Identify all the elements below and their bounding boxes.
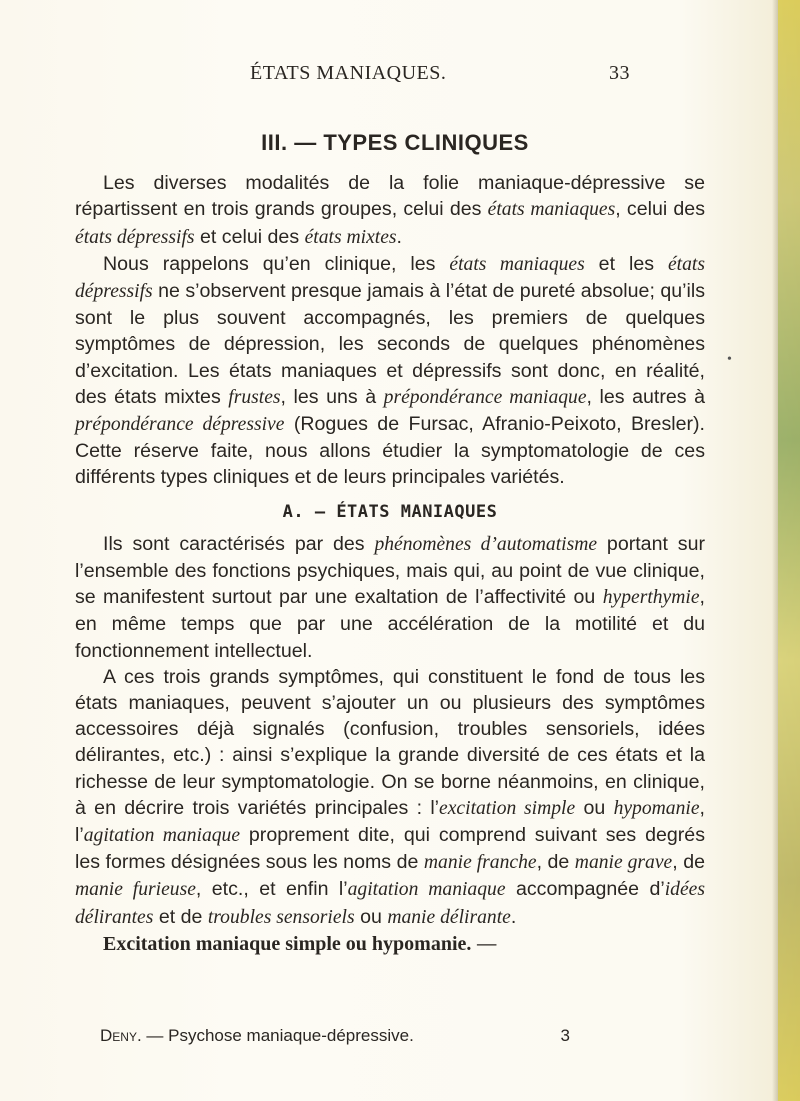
runin-heading: Excitation maniaque simple ou hypomanie. [103, 932, 472, 955]
paragraph-3: Ils sont caractérisés par des phénomènes d’automatisme portant sur l’ensemble des fonctions psychiques, mais qui, au point de vue clinique, se manifestent surtout par une exaltation de l’affectivité ou hyperthymie, en même temps que par une accélération de la motilité et du fonctionnement intellectuel. [75, 532, 705, 662]
footer-author: Deny. [100, 1026, 142, 1045]
subsection-heading: A. — ÉTATS MANIAQUES [282, 501, 498, 522]
body-text [75, 130, 705, 957]
margin-mark: • [727, 352, 732, 367]
paragraph-5-runin: Excitation maniaque simple ou hypomanie. — [103, 932, 497, 955]
footer-title: — Psychose maniaque-dépressive. [141, 1026, 414, 1045]
paragraph-4: A ces trois grands symptômes, qui constituent le fond de tous les états maniaques, peuvent s’ajouter un ou plusieurs des symptômes accessoires déjà signalés (confusion, troubles sensoriels, idées délirantes, etc.) : ainsi s’explique la grande diversité de ces états et la richesse de leur symptomatologie. On se borne néanmoins, en clinique, à en décrire trois variétés principales : l’excitation simple ou hypomanie, l’agitation maniaque proprement dite, qui comprend suivant ses degrés les formes désignées sous les noms de manie franche, de manie grave, de manie furieuse, etc., et enfin l’agitation maniaque accompagnée d’idées délirantes et de troubles sensoriels ou manie délirante. [75, 665, 705, 928]
running-head-title: ÉTATS MANIAQUES. [250, 62, 447, 84]
running-head [250, 62, 630, 90]
page-edge-decoration [778, 0, 800, 1101]
paragraph-1: Les diverses modalités de la folie maniaque-dépressive se répartissent en trois grands groupes, celui des états maniaques, celui des états dépressifs et celui des états mixtes. [75, 172, 705, 248]
section-heading: III. — TYPES CLINIQUES [261, 130, 529, 155]
signature-mark: 3 [560, 1026, 570, 1045]
page-number: 33 [609, 62, 630, 84]
paragraph-2: Nous rappelons qu’en clinique, les états maniaques et les états dépressifs ne s’observent presque jamais à l’état de pureté absolue; qu’ils sont le plus souvent accompagnés, les premiers de quelques symptômes de dépression, les seconds de quelques phénomènes d’excitation. Les états maniaques et dépressifs sont donc, en réalité, des états mixtes frustes, les uns à prépondérance maniaque, les autres à prépondérance dépressive (Rogues de Fursac, Afranio-Peixoto, Bresler). Cette réserve faite, nous allons étudier la symptomatologie de ces différents types cliniques et de leurs principales variétés. [75, 252, 705, 489]
page-footer [100, 1026, 570, 1050]
